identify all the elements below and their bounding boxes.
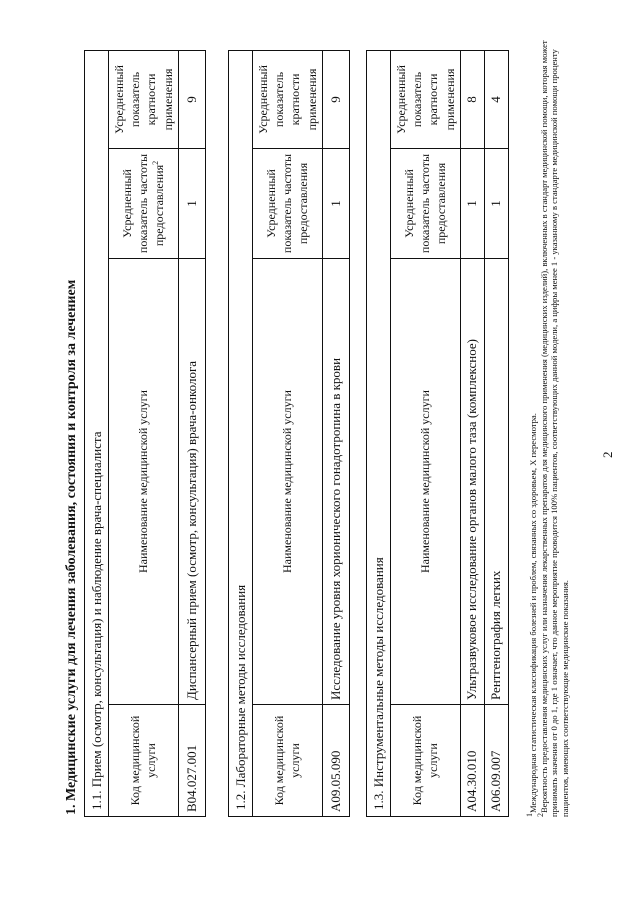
table-subtitle: 1.1. Прием (осмотр, консультация) и наблюдение врача-специалиста <box>85 50 109 816</box>
table-row <box>322 50 349 816</box>
service-multiplicity: 8 <box>460 50 484 148</box>
table-row <box>460 50 484 816</box>
service-frequency: 1 <box>178 149 205 259</box>
service-frequency: 1 <box>460 149 484 259</box>
header-code: Код медицинской услуги <box>253 705 323 817</box>
section-title: 1. Медицинские услуги для лечения заболевания, состояния и контроля за лечением <box>64 279 79 815</box>
service-name: Исследование уровня хорионического гонадотропина в крови <box>322 259 349 705</box>
header-frequency: Усредненный показатель частоты предоставления <box>391 149 461 259</box>
service-multiplicity: 9 <box>178 50 205 148</box>
header-frequency: Усредненный показатель частоты предоставления <box>253 149 323 259</box>
table-row <box>484 50 508 816</box>
footnote-2 <box>535 39 571 817</box>
footnote-marker: 1 <box>525 813 535 817</box>
service-name: Диспансерный прием (осмотр, консультация) врача-онколога <box>178 259 205 705</box>
table-subtitle: 1.2. Лабораторные методы исследования <box>229 50 253 816</box>
header-name: Наименование медицинской услуги <box>391 259 461 705</box>
service-multiplicity: 4 <box>484 50 508 148</box>
service-frequency: 1 <box>484 149 508 259</box>
footnote-ref: 2 <box>151 160 161 165</box>
service-name: Рентгенография легких <box>484 259 508 705</box>
table-instrumental-methods <box>366 50 509 817</box>
table-lab-methods <box>228 50 350 817</box>
header-name: Наименование медицинской услуги <box>109 259 179 705</box>
footnotes <box>525 39 571 817</box>
service-name: Ультразвуковое исследование органов малого таза (комплексное) <box>460 259 484 705</box>
service-multiplicity: 9 <box>322 50 349 148</box>
header-frequency-text: Усредненный показатель частоты предоставления <box>120 153 167 254</box>
service-code: A06.09.007 <box>484 705 508 817</box>
footnote-marker: 2 <box>535 813 545 817</box>
page-number: 2 <box>600 451 615 458</box>
table-consultations <box>84 50 206 817</box>
header-multiplicity: Усредненный показатель кратности применения <box>253 50 323 148</box>
header-name: Наименование медицинской услуги <box>253 259 323 705</box>
footnote-text: Вероятность предоставления медицинских услуг или назначения лекарственных препаратов для медицинского применения (медицинских изделий), включенных в стандарт медицинской помощи, которая может принимать значения от 0 до 1, где 1 означает, что данное мероприятие проводится 100% пациентов, соответствующих данной модели, а цифры менее 1 - указанному в стандарте медицинской помощи проценту пациентов, имеющих соответствующие медицинские показания. <box>538 40 571 817</box>
footnote-text: Международная статистическая классификация болезней и проблем, связанных со здоровьем, X пересмотра. <box>528 413 538 813</box>
header-frequency <box>109 149 179 259</box>
table-subtitle: 1.3. Инструментальные методы исследования <box>367 50 391 816</box>
footnote-1 <box>525 39 539 817</box>
service-code: A04.30.010 <box>460 705 484 817</box>
header-code: Код медицинской услуги <box>391 705 461 817</box>
service-code: A09.05.090 <box>322 705 349 817</box>
header-code: Код медицинской услуги <box>109 705 179 817</box>
table-row <box>178 50 205 816</box>
header-multiplicity: Усредненный показатель кратности применения <box>391 50 461 148</box>
service-frequency: 1 <box>322 149 349 259</box>
header-multiplicity: Усредненный показатель кратности применения <box>109 50 179 148</box>
service-code: B04.027.001 <box>178 705 205 817</box>
